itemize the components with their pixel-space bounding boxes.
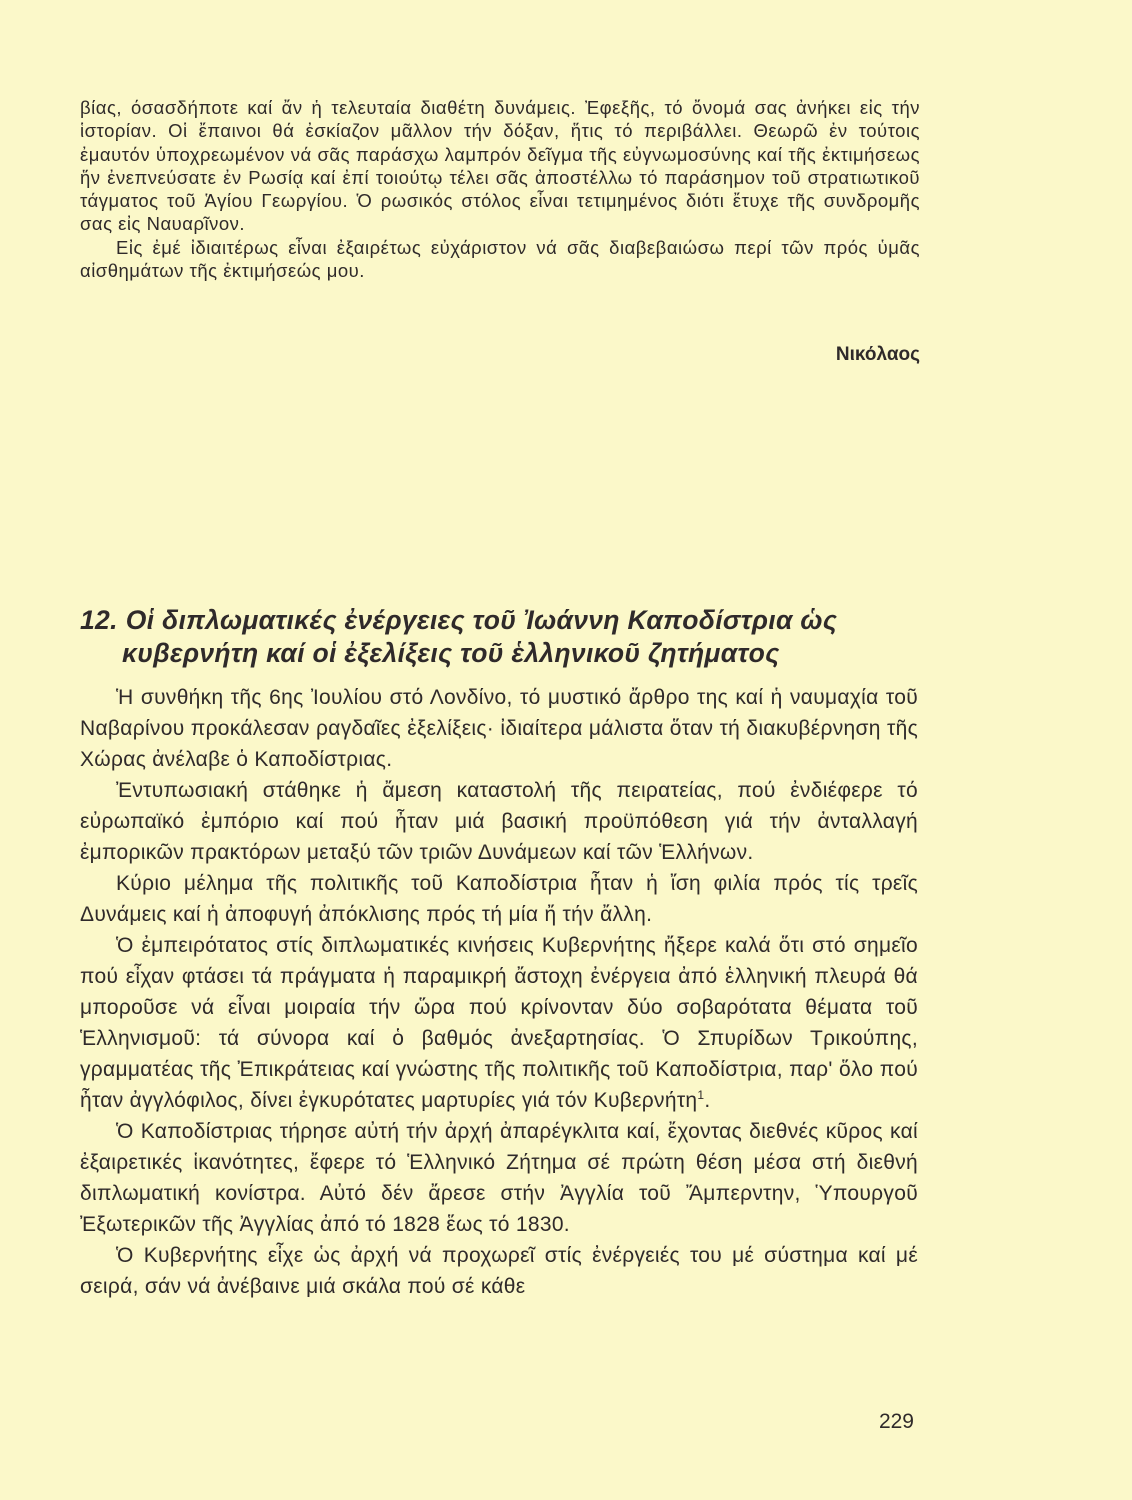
- body-paragraph-3: Κύριο μέλημα τῆς πολιτικῆς τοῦ Καποδίστρια ἦταν ἡ ἴση φιλία πρός τίς τρεῖς Δυνάμεις καί ἡ ἀποφυγή ἀπόκλισης πρός τή μία ἤ τήν ἄλλη.: [80, 872, 918, 926]
- body-paragraph-4-end: .: [704, 1089, 711, 1112]
- chapter-body: [80, 682, 918, 1302]
- body-paragraph-2: Ἐντυπωσιακή στάθηκε ἡ ἄμεση καταστολή τῆς πειρατείας, πού ἐνδιέφερε τό εὐρωπαϊκό ἐμπόριο καί πού ἦταν μιά βασική προϋπόθεση γιά τήν ἀνταλλαγή ἐμπορικῶν πρακτόρων μεταξύ τῶν τριῶν Δυνάμεων καί τῶν Ἑλλήνων.: [80, 779, 918, 864]
- letter-paragraph-1: βίας, όσασδήποτε καί ἄν ἡ τελευταία διαθέτη δυνάμεις. Ἐφεξῆς, τό ὄνομά σας ἀνήκει εἰς τήν ἱστορίαν. Οἱ ἔπαινοι θά ἐσκίαζον μᾶλλον τήν δόξαν, ἥτις τό περιβάλλει. Θεωρῶ ἐν τούτοις ἐμαυτόν ὑποχρεωμένον νά σᾶς παράσχω λαμπρόν δεῖγμα τῆς εὐγνωμοσύνης καί τῆς ἐκτιμήσεως ἥν ἐνεπνεύσατε ἐν Ρωσίᾳ καί ἐπί τοιούτῳ τέλει σᾶς ἀποστέλλω τό παράσημον τοῦ στρατιωτικοῦ τάγματος τοῦ Ἁγίου Γεωργίου. Ὁ ρωσικός στόλος εἶναι τετιμημένος διότι ἔτυχε τῆς συνδρομῆς σας εἰς Ναυαρῖνον.: [80, 97, 920, 235]
- body-paragraph-4-text: Ὁ ἐμπειρότατος στίς διπλωματικές κινήσεις Κυβερνήτης ἤξερε καλά ὅτι στό σημεῖο πού εἶχαν φτάσει τά πράγματα ἡ παραμικρή ἄστοχη ἐνέργεια ἀπό ἑλληνική πλευρά θά μποροῦσε νά εἶναι μοιραία τήν ὥρα πού κρίνονταν δύο σοβαρότατα θέματα τοῦ Ἑλληνισμοῦ: τά σύνορα καί ὁ βαθμός ἀνεξαρτησίας. Ὁ Σπυρίδων Τρικούπης, γραμματέας τῆς Ἐπικράτειας καί γνώστης τῆς πολιτικῆς τοῦ Καποδίστρια, παρ' ὅλο πού ἦταν ἀγγλόφιλος, δίνει ἐγκυρότατες μαρτυρίες γιά τόν Κυβερνήτη: [80, 934, 918, 1112]
- page-number: 229: [878, 1410, 914, 1433]
- body-paragraph-6: Ὁ Κυβερνήτης εἶχε ὡς ἀρχή νά προχωρεῖ στίς ἐνέργειές του μέ σύστημα καί μέ σειρά, σάν νά ἀνέβαινε μιά σκάλα πού σέ κάθε: [80, 1244, 918, 1298]
- footnote-reference[interactable]: 1: [697, 1088, 705, 1102]
- chapter-title-line-1: Οἱ διπλωματικές ἐνέργειες τοῦ Ἰωάννη Καποδίστρια ὡς: [125, 605, 838, 635]
- letter-excerpt: [80, 96, 920, 282]
- letter-paragraph-2: Εἰς ἐμέ ἰδιαιτέρως εἶναι ἐξαιρέτως εὐχάριστον νά σᾶς διαβεβαιώσω περί τῶν πρός ὑμᾶς αἰσθημάτων τῆς ἐκτιμήσεώς μου.: [80, 236, 920, 282]
- body-paragraph-1: Ἡ συνθήκη τῆς 6ης Ἰουλίου στό Λονδίνο, τό μυστικό ἄρθρο της καί ἡ ναυμαχία τοῦ Ναβαρίνου προκάλεσαν ραγδαῖες ἐξελίξεις· ἰδιαίτερα μάλιστα ὅταν τή διακυβέρνηση τῆς Χώρας ἀνέλαβε ὁ Καποδίστριας.: [80, 686, 918, 771]
- chapter-heading: [80, 604, 920, 670]
- chapter-number: 12.: [80, 605, 118, 635]
- chapter-title-line-2: κυβερνήτη καί οἱ ἐξελίξεις τοῦ ἑλληνικοῦ ζητήματος: [122, 638, 780, 668]
- body-paragraph-5: Ὁ Καποδίστριας τήρησε αὐτή τήν ἀρχή ἀπαρέγκλιτα καί, ἔχοντας διεθνές κῦρος καί ἐξαιρετικές ἱκανότητες, ἔφερε τό Ἑλληνικό Ζήτημα σέ πρώτη θέση μέσα στή διεθνή διπλωματική κονίστρα. Αὐτό δέν ἄρεσε στήν Ἀγγλία τοῦ Ἄμπερντην, Ὑπουργοῦ Ἐξωτερικῶν τῆς Ἀγγλίας ἀπό τό 1828 ἕως τό 1830.: [80, 1120, 918, 1236]
- letter-signature: Νικόλαος: [835, 344, 920, 365]
- body-paragraph-4: [80, 930, 918, 1116]
